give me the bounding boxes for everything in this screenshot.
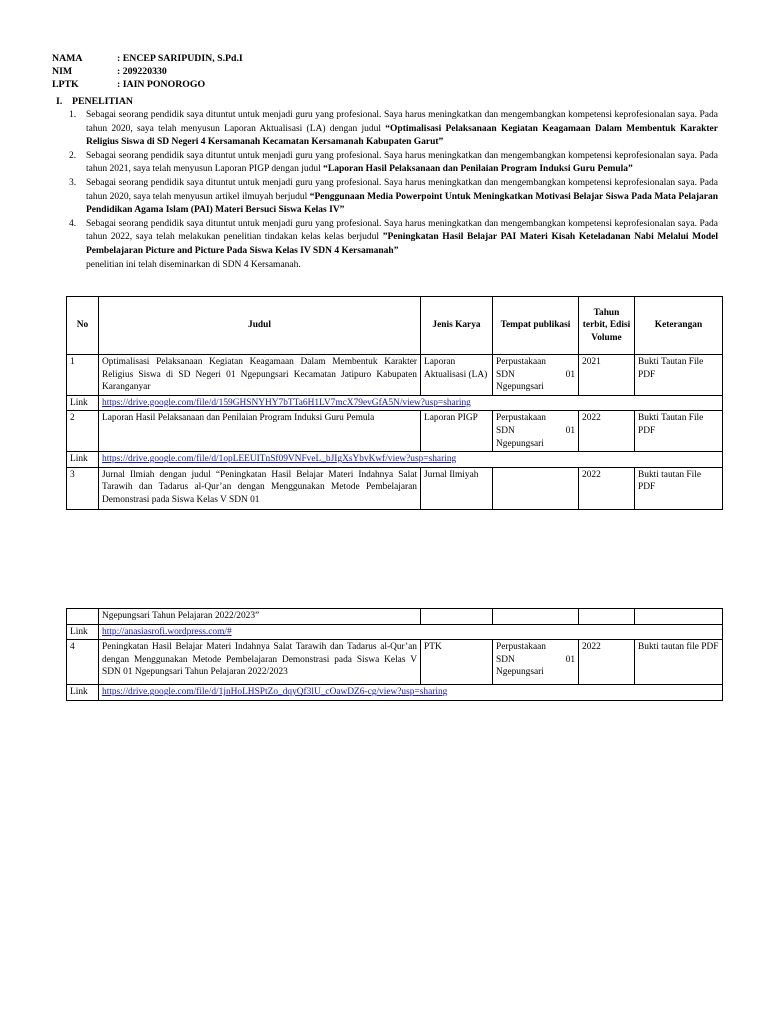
header-no: No [67, 297, 99, 355]
cell-no: 2 [67, 411, 99, 452]
cell-link-label: Link [67, 452, 99, 468]
table-header-row [67, 297, 723, 355]
tempat-line1: Perpustakaan [496, 642, 546, 653]
list-item [69, 150, 718, 177]
drive-link[interactable]: https://drive.google.com/file/d/1jnHoLHSPtZo_dqyQf3lU_cOawDZ6-cg/view?usp=sharing [102, 687, 448, 698]
table-link-row [67, 452, 723, 468]
tempat-line1: Perpustakaan [496, 357, 546, 367]
nim-label: NIM [52, 66, 73, 77]
cell-tempat [493, 411, 579, 452]
cell-tahun: 2021 [579, 355, 635, 396]
cell-link [99, 624, 723, 640]
section-number: I. [56, 96, 63, 107]
research-table-continued [66, 608, 723, 701]
drive-link[interactable]: https://drive.google.com/file/d/1opLEEUITnSf09VNFveL_bJIgXsYbvKwf/view?usp=sharing [102, 454, 457, 465]
tempat-number: 01 [565, 425, 575, 436]
table-link-row [67, 685, 723, 701]
item-number: 2. [69, 150, 77, 161]
tempat-sdn: SDN [496, 654, 515, 665]
cell-tahun [579, 609, 635, 625]
cell-link-label: Link [67, 395, 99, 411]
cell-jenis: Jurnal Ilmiyah [421, 467, 493, 509]
cell-jenis: Laporan Aktualisasi (LA) [421, 355, 493, 396]
cell-link [99, 395, 723, 411]
cell-keterangan: Bukti tautan file PDF [635, 640, 723, 685]
tempat-line3: Ngepungsari [496, 438, 544, 449]
cell-tempat [493, 640, 579, 685]
cell-keterangan [635, 609, 723, 625]
header-jenis: Jenis Karya [421, 297, 493, 355]
cell-judul: Laporan Hasil Pelaksanaan dan Penilaian Program Induksi Guru Pemula [99, 411, 421, 452]
item-title: ”Peningkatan Hasil Belajar PAI Materi Kisah Keteladanan Nabi Melalui Model Pembelajaran Picture and Picture Pada Siswa Kelas IV SDN 4 Kersamanah” [86, 232, 718, 256]
cell-judul: Ngepungsari Tahun Pelajaran 2022/2023” [99, 609, 421, 625]
section-title: PENELITIAN [72, 96, 133, 107]
drive-link[interactable]: https://drive.google.com/file/d/159GHSNYHY7bTTa6H1LV7mcX79evGfA5N/view?usp=sharing [102, 397, 471, 408]
tempat-line2 [496, 369, 575, 382]
cell-link [99, 685, 723, 701]
list-item [69, 218, 718, 272]
cell-tahun: 2022 [579, 640, 635, 685]
cell-judul: Optimalisasi Pelaksanaan Kegiatan Keagamaan Dalam Membentuk Karakter Religius Siswa di SD Negeri 01 Ngepungsari Kecamatan Jatipuro Kabupaten Karanganyar [99, 355, 421, 396]
cell-jenis: PTK [421, 640, 493, 685]
table-row [67, 411, 723, 452]
cell-no: 4 [67, 640, 99, 685]
list-item [69, 177, 719, 218]
research-table [66, 296, 723, 510]
cell-tahun: 2022 [579, 467, 635, 509]
cell-judul: Peningkatan Hasil Belajar Materi Indahnya Salat Tarawih dan Tadarus al-Qur’an dengan Menggunakan Metode Pembelajaran Demonstrasi pada Siswa Kelas V SDN 01 Ngepungsari Tahun Pelajaran 2022/2023 [99, 640, 421, 685]
tempat-line3: Ngepungsari [496, 667, 544, 678]
item-number: 4. [69, 218, 77, 229]
lptk-row [52, 78, 243, 91]
table-row [67, 355, 723, 396]
item-number: 3. [69, 177, 77, 188]
item-note: penelitian ini telah diseminarkan di SDN 4 Kersamanah. [86, 259, 301, 270]
table-link-row [67, 395, 723, 411]
cell-tahun: 2022 [579, 411, 635, 452]
cell-link-label: Link [67, 624, 99, 640]
nim-row [52, 65, 243, 78]
research-list [69, 109, 719, 272]
cell-jenis: Laporan PIGP [421, 411, 493, 452]
section-heading [56, 95, 133, 108]
tempat-number: 01 [565, 654, 575, 665]
wordpress-link[interactable]: http://anasiasrofi.wordpress.com/# [102, 626, 232, 637]
cell-keterangan: Bukti tautan File PDF [635, 467, 723, 509]
cell-judul [99, 467, 421, 509]
item-text: Sebagai seorang pendidik saya dituntut untuk menjadi guru yang profesional. Saya harus meningkatkan dan mengembangkan kompetensi keprofesionalan saya. Pada tahun 2020, saya telah menyusun Laporan Aktualisasi (LA) dengan judul [86, 110, 718, 134]
lptk-value: : IAIN PONOROGO [117, 79, 206, 90]
item-text: Sebagai seorang pendidik saya dituntut untuk menjadi guru yang profesional. Saya harus meningkatkan dan mengembangkan kompetensi keprofesionalan saya. Pada tahun 2021, saya telah menyusun Laporan PIGP dengan judul [86, 150, 718, 175]
cell-link-label: Link [67, 685, 99, 701]
item-text: Sebagai seorang pendidik saya dituntut untuk menjadi guru yang profesional. Saya harus meningkatkan dan mengembangkan kompetensi keprofesionalan saya. Pada tahun 2022, saya telah melakukan penelitian tindakan kelas kelas berjudul [86, 218, 718, 243]
header-keterangan: Keterangan [635, 297, 723, 355]
cell-no: 1 [67, 355, 99, 396]
nama-value: : ENCEP SARIPUDIN, S.Pd.I [117, 53, 243, 64]
tempat-line3: Ngepungsari [496, 382, 544, 393]
tempat-line1: Perpustakaan [496, 413, 546, 424]
cell-no: 3 [67, 467, 99, 509]
cell-no [67, 609, 99, 625]
item-title: “Optimalisasi Pelaksanaan Kegiatan Keagamaan Dalam Membentuk Karakter Religius Siswa di SD Negeri 4 Kersamanah Kecamatan Kersamanah Kabupaten Garut” [86, 123, 718, 148]
table-link-row [67, 624, 723, 640]
cell-link [99, 452, 723, 468]
item-title: “Laporan Hasil Pelaksanaan dan Penilaian Program Induksi Guru Pemula” [323, 164, 633, 175]
header-tahun: Tahun terbit, Edisi Volume [579, 297, 635, 355]
tempat-number: 01 [565, 369, 575, 380]
item-text: Sebagai seorang pendidik saya dituntut untuk menjadi guru yang profesional. Saya harus meningkatkan dan mengembangkan kompetensi keprofesionalan saya. Pada tahun 2020, saya telah menyusun artikel ilmuyah berjudul [86, 177, 718, 202]
header-judul: Judul [99, 297, 421, 355]
lptk-label: LPTK [52, 79, 79, 90]
cell-jenis [421, 609, 493, 625]
nim-value: : 209220330 [117, 66, 167, 77]
cell-keterangan: Bukti Tautan File PDF [635, 355, 723, 396]
tempat-sdn: SDN [496, 369, 515, 380]
tempat-line2 [496, 425, 575, 438]
cell-keterangan: Bukti Tautan File PDF [635, 411, 723, 452]
tempat-sdn: SDN [496, 425, 515, 436]
list-item [69, 109, 718, 150]
tempat-line2 [496, 654, 575, 667]
identity-header [52, 52, 243, 91]
nama-label: NAMA [52, 53, 83, 64]
table-row [67, 609, 723, 625]
table-row [67, 467, 723, 509]
cell-tempat [493, 609, 579, 625]
judul-text: Jurnal Ilmiah dengan judul “Peningkatan Hasil Belajar Materi Indahnya Salat Tarawih dan Tadarus al-Qur’an dengan Menggunakan Metode Pembelajaran Demonstrasi pada Siswa Kelas V SDN 01 [102, 469, 417, 505]
nama-row [52, 52, 243, 65]
cell-tempat [493, 467, 579, 509]
table-row [67, 640, 723, 685]
cell-tempat [493, 355, 579, 396]
header-tempat: Tempat publikasi [493, 297, 579, 355]
item-title: “Penggunaan Media Powerpoint Untuk Meningkatkan Motivasi Belajar Siswa Pada Mata Pelajaran Pendidikan Agama Islam (PAI) Materi Bersuci Siswa Kelas IV” [86, 191, 719, 216]
item-number: 1. [69, 110, 77, 120]
